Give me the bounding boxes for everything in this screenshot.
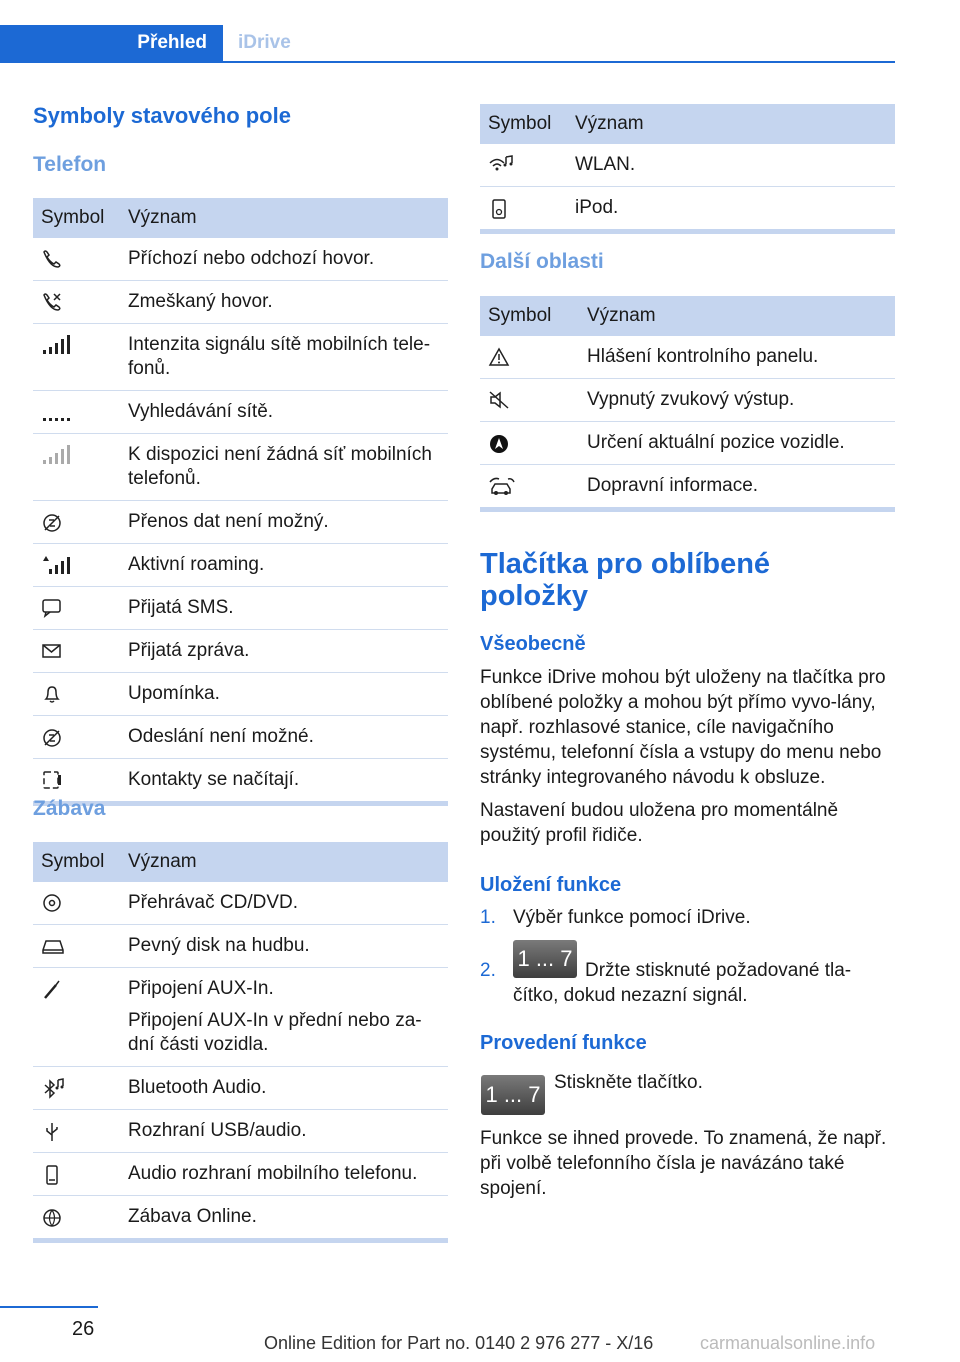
page-number: 26 [72,1318,95,1340]
contacts-loading-icon [41,770,63,790]
bluetooth-audio-icon [41,1078,65,1100]
telefon-table: Symbol Význam Příchozí nebo odchozí hovor. Zmeškaný hovor. Intenzita signálu sítě mobilních tele-fonů. Vyhledávání sítě. K dispozici není žádná síť mobilních telefonů. Přenos dat není možný. Aktivní roaming. Přijatá SMS. Přijatá zpráva. Upomínka. Odeslání není možné. Kontakty se načítají. [33,198,448,806]
roaming-icon [41,555,71,575]
watermark: carmanualsonline.info [700,1333,876,1353]
general-paragraph-2: Nastavení budou uložena pro momentálně použitý profil řidiče. [480,800,839,846]
telefon-title: Telefon [33,153,107,176]
warning-icon [488,347,510,367]
zabava-title: Zábava [33,797,106,820]
store-title: Uložení funkce [480,874,622,896]
online-entertainment-icon [41,1207,65,1229]
mute-icon [488,390,512,410]
dalsi-table: Symbol Význam Hlášení kontrolního panelu. Vypnutý zvukový výstup. Určení aktuální pozice vozidle. Dopravní informace. [480,296,895,512]
favorite-button-image-2: 1 ... 7 [481,1075,545,1115]
connectivity-table: Symbol Význam WLAN. iPod. [480,104,895,234]
page-line [0,1306,98,1308]
tab-prehled[interactable]: Přehled [0,25,223,61]
ipod-icon [488,198,510,220]
edition-text: Online Edition for Part no. 0140 2 976 277 - X/16 [264,1333,654,1353]
signal-strength-icon [41,335,71,355]
phone-call-icon [41,249,63,269]
exec-text: Stiskněte tlačítko. [554,1072,703,1093]
usb-icon [41,1121,63,1143]
tab-idrive[interactable]: iDrive [238,32,291,53]
header-tabs [0,25,895,63]
favorites-title: Tlačítka pro oblíbené položky [480,548,771,612]
aux-in-icon [41,979,63,1001]
section-title: Symboly stavového pole [33,103,291,128]
send-failed-icon [41,727,63,749]
network-search-icon [41,402,71,422]
traffic-info-icon [488,476,516,498]
dalsi-title: Další oblasti [480,250,604,273]
zabava-table: Symbol Význam Přehrávač CD/DVD. Pevný disk na hudbu. Připojení AUX-In. Připojení AUX-In v přední nebo za-dní části vozidla. Bluetooth Audio. Rozhraní USB/audio. Audio rozhraní mobilního telefonu. Zábava Online. [33,842,448,1243]
general-paragraph-1: Funkce iDrive mohou být uloženy na tlačítka pro oblíbené položky a mohou být přímo vyvo-lány, např. rozhlasové stanice, cíle navigačního systému, telefonní čísla a vstupy do menu nebo stránky integrovaného návodu k obsluze. [480,667,886,788]
bell-icon [41,684,63,704]
no-network-icon [41,445,71,465]
mobile-audio-icon [41,1164,63,1186]
sms-icon [41,598,63,618]
favorite-button-image: 1 ... 7 [513,940,577,978]
missed-call-icon [41,292,63,312]
position-icon [488,433,510,455]
exec-title: Provedení funkce [480,1032,647,1054]
general-title: Všeobecně [480,633,586,655]
cd-icon [41,893,63,913]
data-unavailable-icon [41,512,63,534]
mail-icon [41,641,63,661]
exec-paragraph: Funkce se ihned provede. To znamená, že např. při volbě telefonního čísla je navázáno také spojení. [480,1128,887,1199]
wlan-icon [488,155,514,175]
hard-disk-icon [41,936,65,956]
